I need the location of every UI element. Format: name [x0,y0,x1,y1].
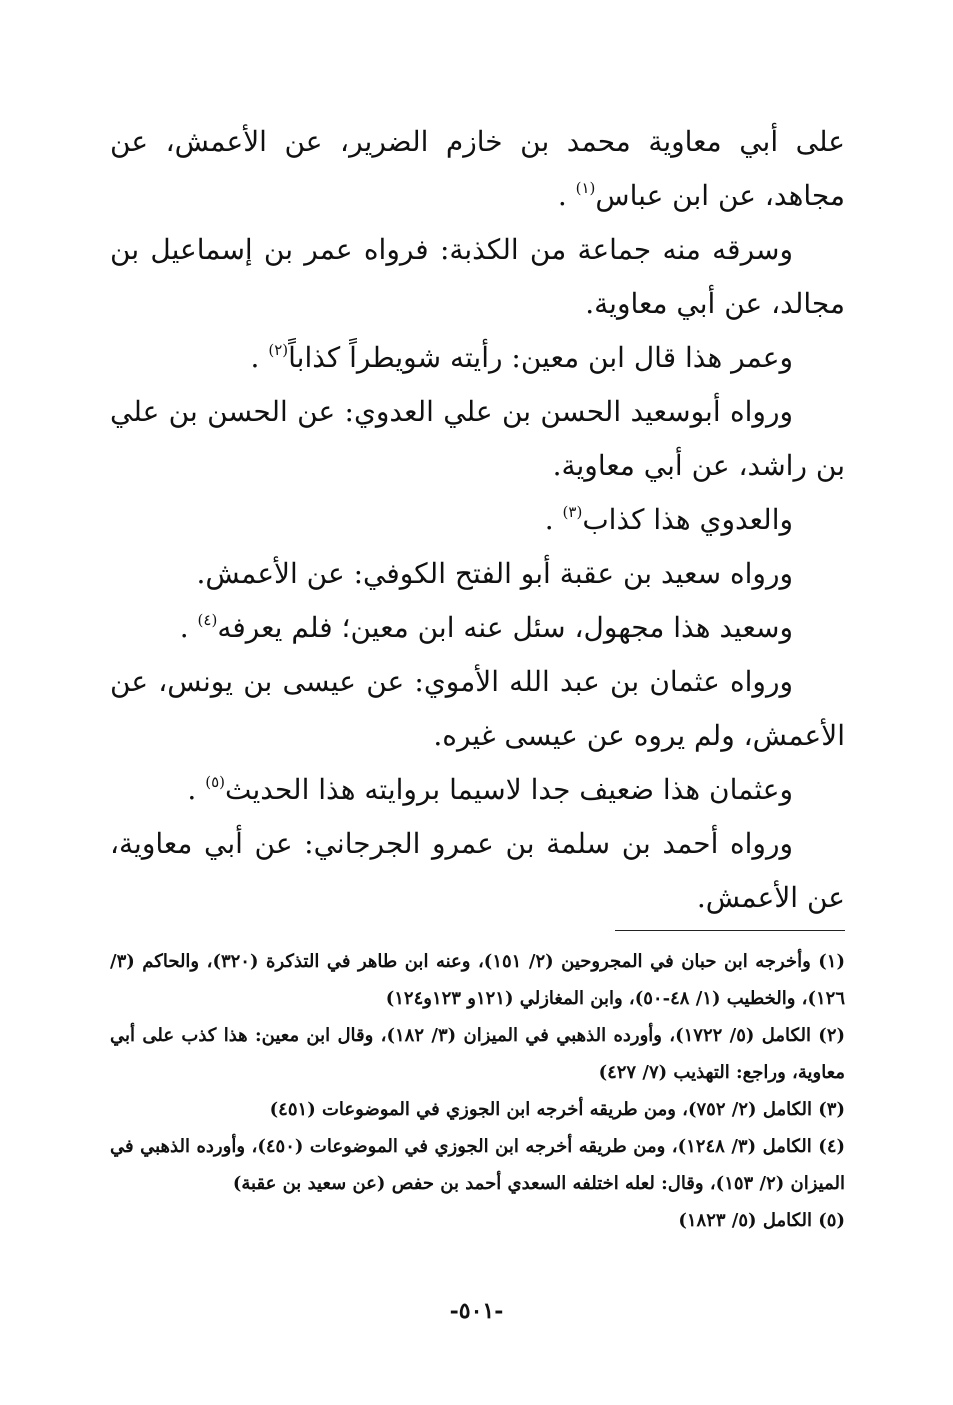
paragraph-6: ورواه سعيد بن عقبة أبو الفتح الكوفي: عن الأعمش. [196,557,793,590]
footnote-ref-4[interactable]: (٤) [197,611,218,629]
paragraph-9: وعثمان هذا ضعيف جدا لاسيما بروايته هذا الحديث$^{(٥)}$ . [187,773,793,806]
paragraph-10: ورواه أحمد بن سلمة بن عمرو الجرجاني: عن أبي معاوية، عن الأعمش. [110,827,845,914]
paragraph-5: والعدوي هذا كذاب$^{(٣)}$ . [544,503,793,536]
footnote-1: (١) وأخرجه ابن حبان في المجروحين (٢/ ١٥١)، وعنه ابن طاهر في التذكرة (٣٢٠)، والحاكم (٣/ ١٢٦)، والخطيب (١/ ٤٨-٥٠)، وابن المغازلي (١٢١و ١٢٣و١٢٤) [110,951,845,1009]
footnote-ref-2[interactable]: (٢) [268,341,289,359]
paragraph-3: وعمر هذا قال ابن معين: رأيته شويطراً كذاباً$^{(٢)}$ . [250,341,793,374]
footnote-ref-3[interactable]: (٣) [562,503,583,521]
footnote-ref-5[interactable]: (٥) [205,773,225,791]
footnote-2: (٢) الكامل (٥/ ١٧٢٢)، وأورده الذهبي في الميزان (٣/ ١٨٢)، وقال ابن معين: هذا كذب على أبي معاوية، وراجع: التهذيب (٧/ ٤٢٧) [110,1025,846,1083]
page-number: -٥٠١- [449,1298,504,1324]
paragraph-2: وسرقه منه جماعة من الكذبة: فرواه عمر بن إسماعيل بن مجالد، عن أبي معاوية. [110,233,845,320]
paragraph-1: على أبي معاوية محمد بن خازم الضرير، عن الأعمش، عن مجاهد، عن ابن عباس$^{(١)}$ . [110,125,845,212]
main-text [110,115,845,925]
footnote-3: (٣) الكامل (٢/ ٧٥٢)، ومن طريقه أخرجه ابن الجوزي في الموضوعات (٤٥١) [269,1099,845,1120]
paragraph-4: ورواه أبوسعيد الحسن بن علي العدوي: عن الحسن بن علي بن راشد، عن أبي معاوية. [110,395,845,482]
paragraph-7: وسعيد هذا مجهول، سئل عنه ابن معين؛ فلم يعرفه$^{(٤)}$ . [179,611,793,644]
footnote-5: (٥) الكامل (٥/ ١٨٢٣) [678,1210,845,1231]
paragraph-8: ورواه عثمان بن عبد الله الأموي: عن عيسى بن يونس، عن الأعمش، ولم يروه عن عيسى غيره. [110,665,845,752]
footnote-ref-1[interactable]: (١) [575,179,596,197]
footnote-separator [615,930,845,931]
footnote-4: (٤) الكامل (٣/ ١٢٤٨)، ومن طريقه أخرجه ابن الجوزي في الموضوعات (٤٥٠)، وأورده الذهبي في الميزان (٢/ ١٥٣)، وقال: لعله اختلفه السعدي أحمد بن حفص (عن سعيد بن عقبة) [110,1136,846,1194]
footnotes [110,943,845,1239]
